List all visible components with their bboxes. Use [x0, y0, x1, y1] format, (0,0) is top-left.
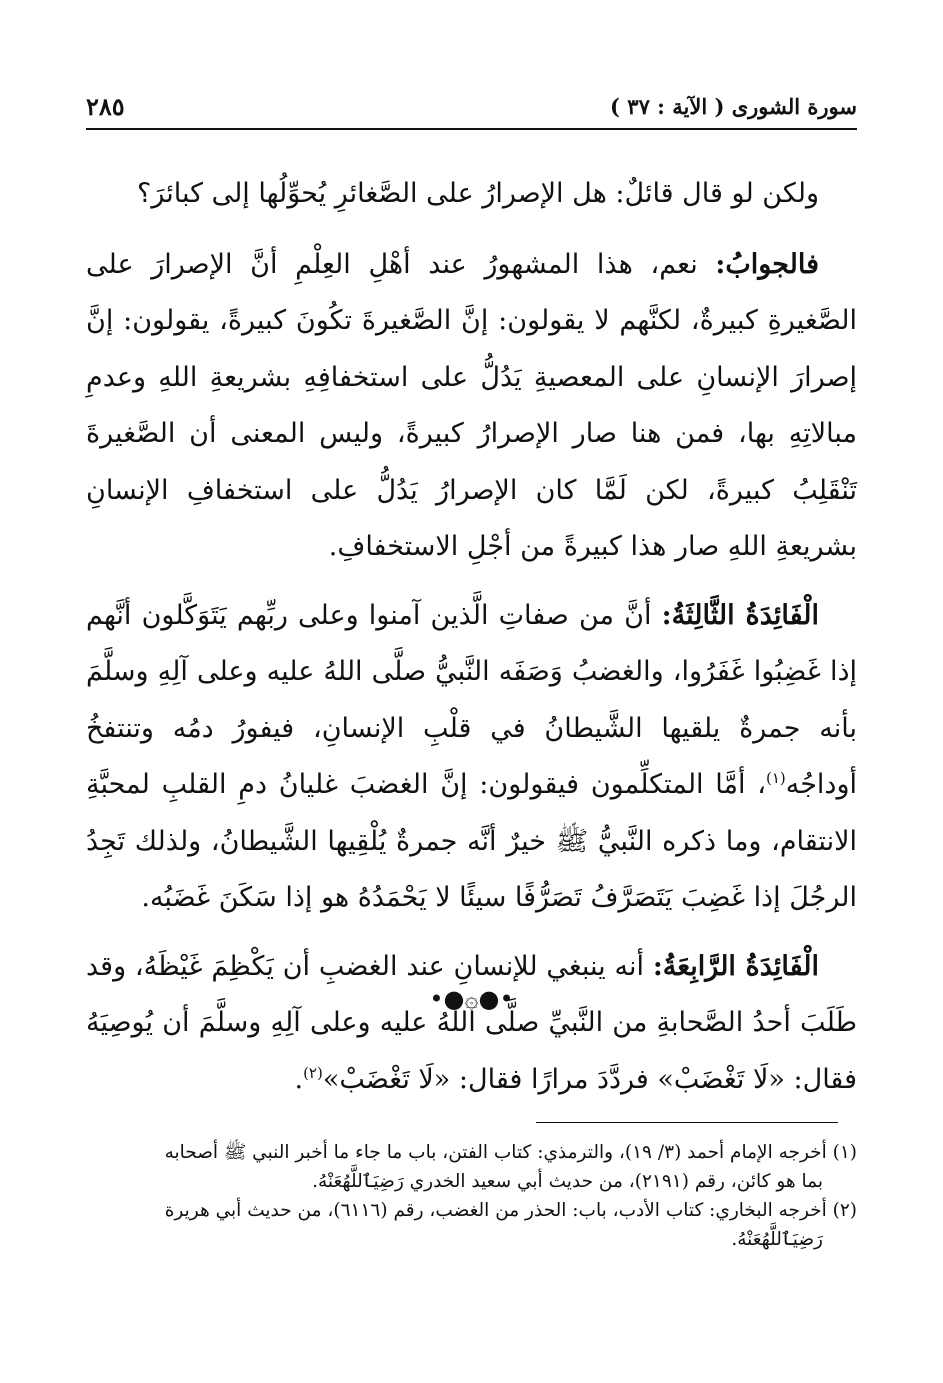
- answer-lead: فالجوابُ:: [715, 248, 819, 280]
- answer-text: نعم، هذا المشهورُ عند أهْلِ العِلْمِ أنَّ الإصرارَ على الصَّغيرةِ كبيرةٌ، لكنَّهم لا يقولون: إنَّ الصَّغيرةَ تكُونَ كبيرةً، يقولون: إنَّ إصرارَ الإنسانِ على المعصيةِ يَدُلُّ على استخفافِهِ بشريعةِ اللهِ وعدمِ مبالاتِهِ بها، فمن هنا صار الإصرارُ كبيرةً، وليس المعنى أن الصَّغيرةَ تَنْقَلِبُ كبيرةً، لكن لَمَّا كان الإصرارُ يَدُلُّ على استخفافِ الإنسانِ بشريعةِ اللهِ صار هذا كبيرةً من أجْلِ الاستخفافِ.: [86, 248, 857, 562]
- running-header: [86, 92, 857, 126]
- footnote-2-line-1: (٢) أخرجه البخاري: كتاب الأدب، باب: الحذر من الغضب، رقم (٦١١٦)، من حديث أبي هريرة: [164, 1200, 857, 1221]
- footnote-1-line-2: بما هو كائن، رقم (٢١٩١)، من حديث أبي سعيد الخدري رَضِيَٱللَّهُعَنْهُ.: [312, 1171, 823, 1192]
- footnote-ref-1[interactable]: (١): [765, 769, 786, 787]
- benefit-three-lead: الْفَائِدَةُ الثَّالِثَةُ:: [661, 599, 820, 631]
- main-text: [86, 166, 857, 1120]
- benefit-three-text-a: أنَّ من صفاتِ الَّذين آمنوا وعلى ربِّهم يَتَوَكَّلون أنَّهم إذا غَضِبُوا غَفَرُوا، والغضبُ وَصَفَه النَّبيُّ صلَّى اللهُ عليه وعلى آلِهِ وسلَّمَ بأنه جمرةٌ يلقيها الشَّيطانُ في قلْبِ الإنسانِ، فيفورُ دمُه وتنتفخُ أوداجُه: [86, 599, 857, 800]
- footnote-ref-2[interactable]: (٢): [303, 1063, 323, 1082]
- footnote-rule: [536, 1122, 838, 1123]
- footnotes: [86, 1138, 857, 1254]
- benefit-three-text-b: ، أمَّا المتكلِّمون فيقولون: إنَّ الغضبَ غليانُ دمِ القلبِ لمحبَّةِ الانتقام، وما ذكره النَّبيُّ ﷺ خيرٌ أنَّه جمرةٌ يُلْقِيها الشَّيطانُ، ولذلك تَجِدُ الرجُلَ إذا غَضِبَ يَتَصَرَّفُ تَصَرُّفًا سيئًا لا يَحْمَدُهُ هو إذا سَكَنَ غَضَبُه.: [86, 769, 857, 913]
- question-paragraph: [86, 166, 857, 223]
- page-number: ٢٨٥: [86, 92, 125, 121]
- benefit-four-text-a: أنه ينبغي للإنسانِ عند الغضبِ أن يَكْظِمَ غَيْظَهُ، وقد طَلَبَ أحدُ الصَّحابةِ من النَّبيِّ صلَّى اللهُ عليه وعلى آلِهِ وسلَّمَ أن يُوصِيَهُ فقال: «لَا تَغْضَبْ» فردَّدَ مرارًا فقال: «لَا تَغْضَبْ»: [86, 950, 857, 1095]
- footnote-2-line-2: رَضِيَٱللَّهُعَنْهُ.: [731, 1229, 823, 1250]
- surah-title: سورة الشورى ( الآية : ٣٧ ): [610, 94, 857, 119]
- benefit-three-paragraph: [86, 588, 857, 927]
- footnote-1: [86, 1138, 857, 1196]
- benefit-four-lead: الْفَائِدَةُ الرَّابِعَةُ:: [652, 950, 819, 982]
- benefit-four-text-b: .: [294, 1063, 304, 1095]
- question-text: ولكن لو قال قائلٌ: هل الإصرارُ على الصَّغائرِ يُحوِّلُها إلى كبائرَ؟: [137, 178, 819, 209]
- header-rule: [86, 128, 857, 130]
- benefit-four-paragraph: [86, 939, 857, 1109]
- footnote-2: [86, 1196, 857, 1254]
- footnote-1-line-1: (١) أخرجه الإمام أحمد (٣/ ١٩)، والترمذي: كتاب الفتن، باب ما جاء ما أخبر النبي ﷺ أصحابه: [164, 1142, 857, 1163]
- section-ornament: •●۞●•: [429, 985, 514, 1013]
- answer-paragraph: [86, 237, 857, 576]
